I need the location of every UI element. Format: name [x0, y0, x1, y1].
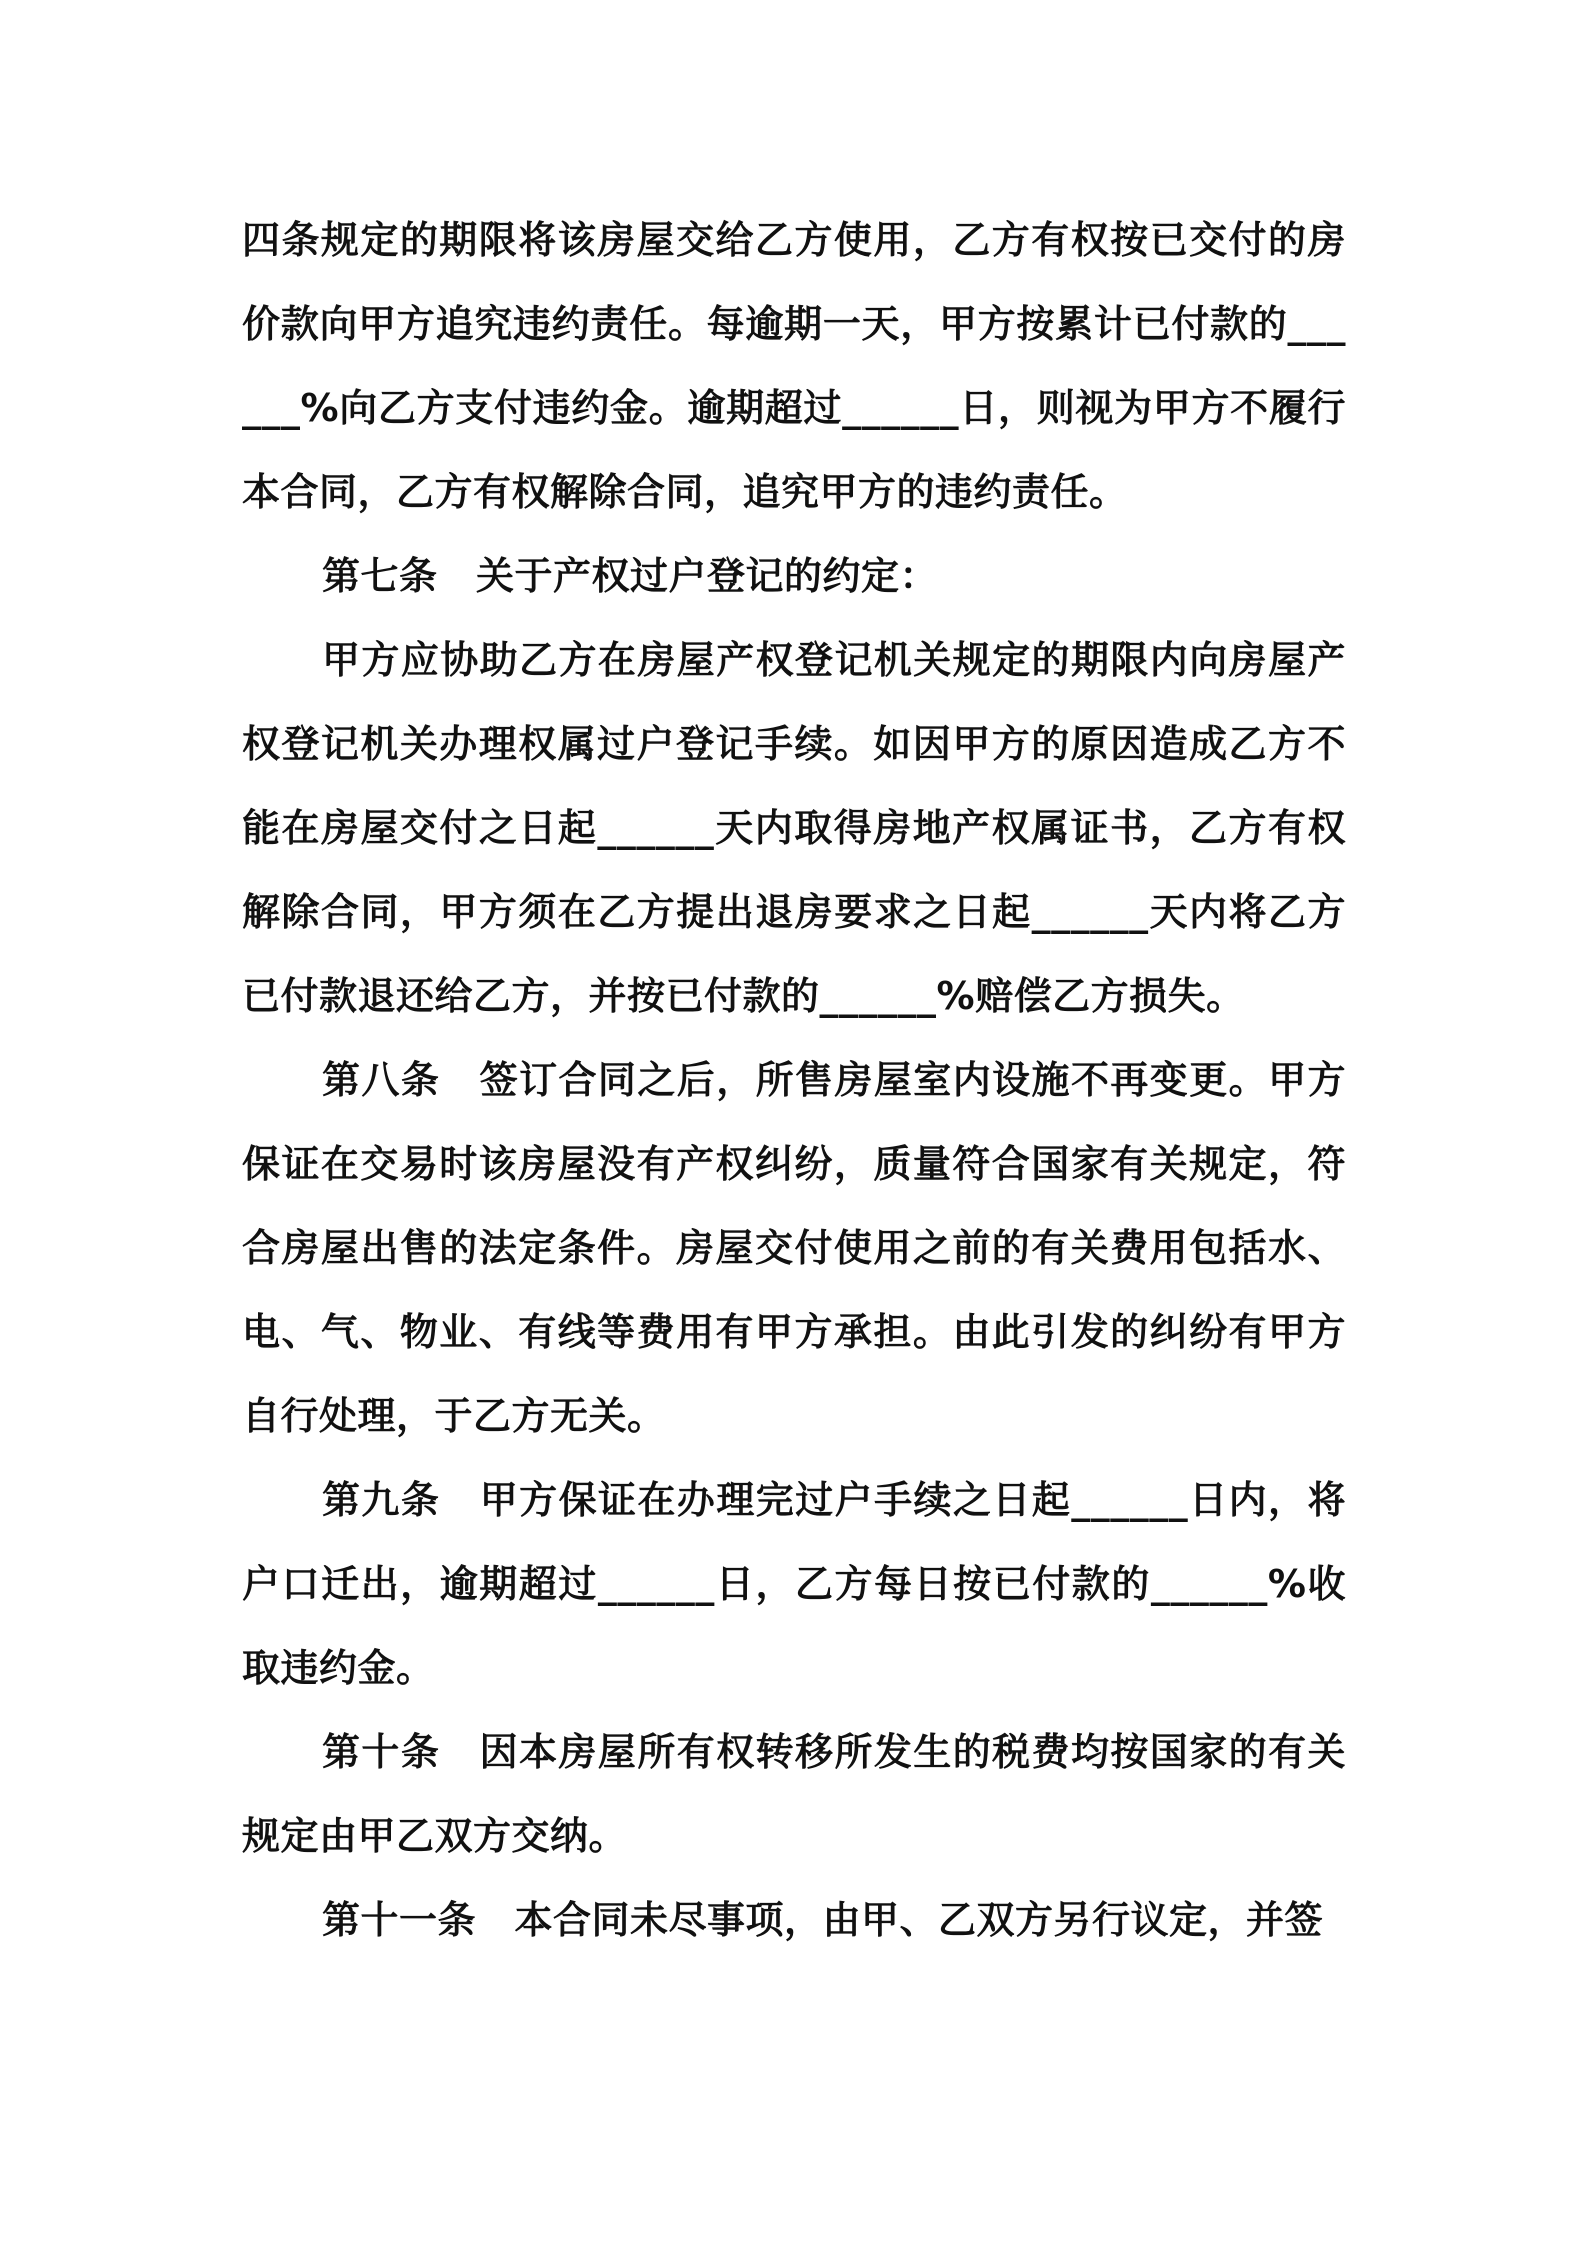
- paragraph-clause-7-body: 甲方应协助乙方在房屋产权登记机关规定的期限内向房屋产权登记机关办理权属过户登记手续。如因甲方的原因造成乙方不能在房屋交付之日起______天内取得房地产权属证书，乙方有权解除合同，甲方须在乙方提出退房要求之日起______天内将乙方已付款退还给乙方，并按已付款的______%赔偿乙方损失。: [242, 638, 1346, 1018]
- document-body: [242, 198, 1346, 1962]
- paragraph-clause-7-heading: 第七条 关于产权过户登记的约定：: [322, 554, 939, 598]
- paragraph-clause-9: 第九条 甲方保证在办理完过户手续之日起______日内，将户口迁出，逾期超过______日，乙方每日按已付款的______%收取违约金。: [242, 1478, 1346, 1690]
- paragraph-clause-11: 第十一条 本合同未尽事项，由甲、乙双方另行议定，并签: [322, 1898, 1324, 1942]
- paragraph-clause-8: 第八条 签订合同之后，所售房屋室内设施不再变更。甲方保证在交易时该房屋没有产权纠纷，质量符合国家有关规定，符合房屋出售的法定条件。房屋交付使用之前的有关费用包括水、电、气、物业、有线等费用有甲方承担。由此引发的纠纷有甲方自行处理，于乙方无关。: [242, 1058, 1346, 1438]
- paragraph-clause-10: 第十条 因本房屋所有权转移所发生的税费均按国家的有关规定由甲乙双方交纳。: [242, 1730, 1346, 1858]
- paragraph-clause-6-continued: 四条规定的期限将该房屋交给乙方使用，乙方有权按已交付的房价款向甲方追究违约责任。每逾期一天，甲方按累计已付款的______%向乙方支付违约金。逾期超过______日，则视为甲方不履行本合同，乙方有权解除合同，追究甲方的违约责任。: [242, 218, 1346, 514]
